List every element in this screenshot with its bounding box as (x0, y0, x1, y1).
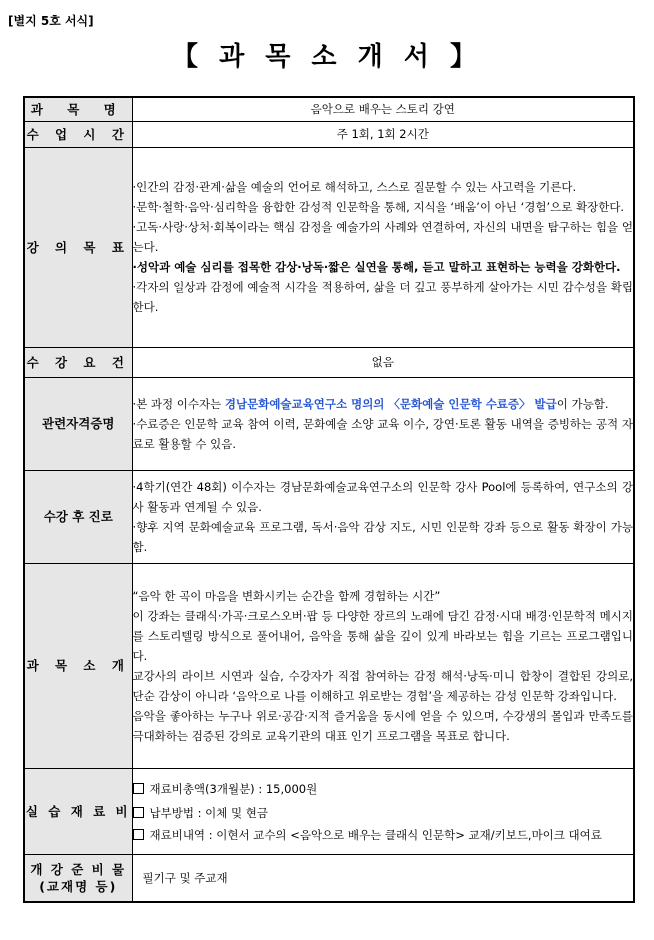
intro-paragraph: 음악을 좋아하는 누구나 위로·공감·지적 즐거움을 동시에 얻을 수 있으며, 수강생의 몰입과 만족도를 극대화하는 검증된 강의로 교육기관의 대표 인기 프로그램을 목표로 합니다. (132, 708, 633, 743)
fee-item (133, 777, 634, 801)
lecture-goals-value (132, 147, 634, 347)
course-intro-value (132, 563, 634, 768)
fee-item (133, 825, 634, 845)
certification-value (132, 377, 634, 470)
checkbox-icon (133, 829, 144, 840)
row-lecture-goals (24, 147, 634, 347)
row-course-name (24, 97, 634, 121)
document-title: 【 과 목 소 개 서 】 (172, 42, 482, 72)
fee-item (133, 801, 634, 825)
course-name-label: 과 목 명 (24, 97, 132, 121)
requirements-label: 수 강 요 건 (24, 347, 132, 377)
course-intro-table (23, 96, 635, 903)
certification-suffix: 이 가능함. (556, 396, 609, 411)
intro-paragraph: 교강사의 라이브 시연과 실습, 수강자가 직접 참여하는 감정 해석·낭독·미니 합창이 결합된 강의로, 단순 감상이 아니라 ‘음악으로 나를 이해하고 위로받는 경험’을 제공하는 감성 인문학 강좌입니다. (132, 668, 633, 703)
row-class-hours (24, 121, 634, 147)
fee-item-text: 납부방법 : 이체 및 현금 (149, 806, 268, 820)
form-number: [별지 5호 서식] (8, 14, 94, 28)
goal-item: ·성악과 예술 심리를 접목한 감상·낭독·짧은 실연을 통해, 듣고 말하고 표현하는 능력을 강화한다. (132, 260, 621, 274)
prep-label-line1: 개 강 준 비 물 (30, 861, 127, 877)
row-prep-materials (24, 854, 634, 902)
intro-paragraph: “음악 한 곡이 마음을 변화시키는 순간을 함께 경험하는 시간” (132, 588, 441, 603)
requirements-value: 없음 (132, 347, 634, 377)
goal-item: ·고독·사랑·상처·회복이라는 핵심 감정을 예술가의 사례와 연결하여, 자신의 내면을 탐구하는 힘을 얻는다. (132, 220, 633, 254)
certification-line: ·수료증은 인문학 교육 참여 이력, 문화예술 소양 교육 이수, 강연·토론 활동 내역을 증빙하는 공적 자료로 활용할 수 있음. (132, 416, 633, 451)
row-certification (24, 377, 634, 470)
materials-fee-value (132, 768, 634, 854)
career-item: ·향후 지역 문화예술교육 프로그램, 독서·음악 감상 지도, 시민 인문학 강좌 등으로 활동 확장이 가능함. (132, 519, 633, 554)
fee-item-text: 재료비내역 : 이현서 교수의 <음악으로 배우는 클래식 인문학> 교재/키보드,마이크 대여료 (149, 828, 602, 842)
goal-item: ·문학·철학·음악·심리학을 융합한 감성적 인문학을 통해, 지식을 ‘배움’이 아닌 ‘경험’으로 확장한다. (132, 200, 625, 214)
row-course-intro (24, 563, 634, 768)
certification-label: 관련자격증명 (24, 377, 132, 470)
row-materials-fee (24, 768, 634, 854)
certification-line (133, 394, 634, 414)
class-hours-label: 수 업 시 간 (24, 121, 132, 147)
materials-fee-label: 실 습 재 료 비 (24, 768, 132, 854)
career-path-value (132, 470, 634, 563)
class-hours-value: 주 1회, 1회 2시간 (132, 121, 634, 147)
checkbox-icon (133, 807, 144, 818)
lecture-goals-label: 강 의 목 표 (24, 147, 132, 347)
goal-item: ·각자의 일상과 감정에 예술적 시각을 적용하여, 삶을 더 깊고 풍부하게 살아가는 시민 감수성을 확립한다. (132, 280, 633, 314)
prep-materials-label (24, 854, 132, 902)
course-name-value: 음악으로 배우는 스토리 강연 (132, 97, 634, 121)
certification-highlight: 경남문화예술교육연구소 명의의 〈문화예술 인문학 수료증〉 발급 (224, 396, 557, 411)
goal-item: ·인간의 감정·관계·삶을 예술의 언어로 해석하고, 스스로 질문할 수 있는 사고력을 기른다. (132, 180, 577, 194)
intro-paragraph: 이 강좌는 클래식·가곡·크로스오버·팝 등 다양한 장르의 노래에 담긴 감정·시대 배경·인문학적 메시지를 스토리텔링 방식으로 풀어내어, 음악을 통해 삶을 깊이 있게 바라보는 힘을 기르는 프로그램입니다. (132, 608, 633, 663)
career-path-label: 수강 후 진로 (24, 470, 132, 563)
course-intro-label: 과 목 소 개 (24, 563, 132, 768)
prep-label-line2: (교재명 등) (39, 878, 118, 894)
checkbox-icon (133, 783, 144, 794)
career-item: ·4학기(연간 48회) 이수자는 경남문화예술교육연구소의 인문학 강사 Pool에 등록하여, 연구소의 강사 활동과 연계될 수 있음. (132, 479, 633, 514)
fee-item-text: 재료비총액(3개월분) : 15,000원 (149, 782, 318, 796)
prep-materials-value: 필기구 및 주교재 (132, 854, 634, 902)
row-requirements (24, 347, 634, 377)
row-career-path (24, 470, 634, 563)
certification-prefix: ·본 과정 이수자는 (132, 396, 225, 411)
